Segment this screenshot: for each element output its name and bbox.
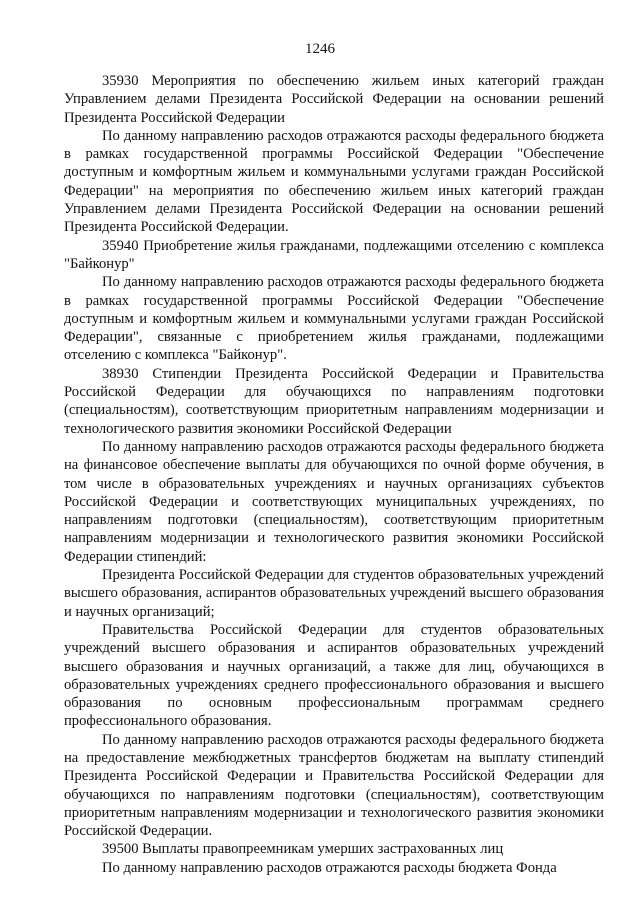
paragraph-38930-heading: 38930 Стипендии Президента Российской Федерации и Правительства Российской Федерации для обучающихся по направлениям подготовки (специальностям), соответствующим приоритетным направлениям модернизации и технологического развития экономики Российской Федерации bbox=[64, 365, 604, 437]
paragraph-38930-transfers: По данному направлению расходов отражаются расходы федерального бюджета на предоставление межбюджетных трансфертов бюджетам на выплату стипендий Президента Российской Федерации и Правительства Российской Федерации для обучающихся по направлениям подготовки (специальностям), соответствующим приоритетным направлениям модернизации и технологического развития экономики Российской Федерации. bbox=[64, 731, 604, 840]
paragraph-35940-description: По данному направлению расходов отражаются расходы федерального бюджета в рамках государственной программы Российской Федерации "Обеспечение доступным и комфортным жильем и коммунальными услугами граждан Российской Федерации", связанные с приобретением жилья гражданами, подлежащими отселению с комплекса "Байконур". bbox=[64, 274, 604, 364]
page-number: 1246 bbox=[305, 41, 335, 57]
paragraph-35930-heading: 35930 Мероприятия по обеспечению жильем иных категорий граждан Управлением делами Президента Российской Федерации на основании решений Президента Российской Федерации bbox=[64, 73, 604, 126]
paragraph-38930-description: По данному направлению расходов отражаются расходы федерального бюджета на финансовое обеспечение выплаты для обучающихся по очной форме обучения, в том числе в образовательных учреждениях и научных организациях субъектов Российской Федерации и соответствующих муниципальных учреждениях, по направлениям подготовки (специальностям), соответствующим приоритетным направлениям модернизации и технологического развития экономики Российской Федерации стипендий: bbox=[64, 438, 604, 565]
paragraph-39500-heading: 39500 Выплаты правопреемникам умерших застрахованных лиц bbox=[102, 841, 504, 858]
paragraph-government-scholarship: Правительства Российской Федерации для студентов образовательных учреждений высшего образования и аспирантов образовательных учреждений высшего образования и научных организаций, а также для лиц, обучающихся в образовательных учреждениях среднего профессионального образования и высшего образования по основным профессиональным программам среднего профессионального образования. bbox=[64, 621, 604, 730]
paragraph-35940-heading: 35940 Приобретение жилья гражданами, подлежащими отселению с комплекса "Байконур" bbox=[64, 237, 604, 272]
paragraph-35930-description: По данному направлению расходов отражаются расходы федерального бюджета в рамках государственной программы Российской Федерации "Обеспечение доступным и комфортным жильем и коммунальными услугами граждан Российской Федерации" на мероприятия по обеспечению жильем иных категорий граждан Управлением делами Президента Российской Федерации на основании решений Президента Российской Федерации. bbox=[64, 127, 604, 236]
document-body bbox=[64, 72, 604, 877]
paragraph-president-scholarship: Президента Российской Федерации для студентов образовательных учреждений высшего образования, аспирантов образовательных учреждений высшего образования и научных организаций; bbox=[64, 567, 604, 620]
paragraph-39500-description: По данному направлению расходов отражаются расходы бюджета Фонда bbox=[102, 859, 557, 876]
